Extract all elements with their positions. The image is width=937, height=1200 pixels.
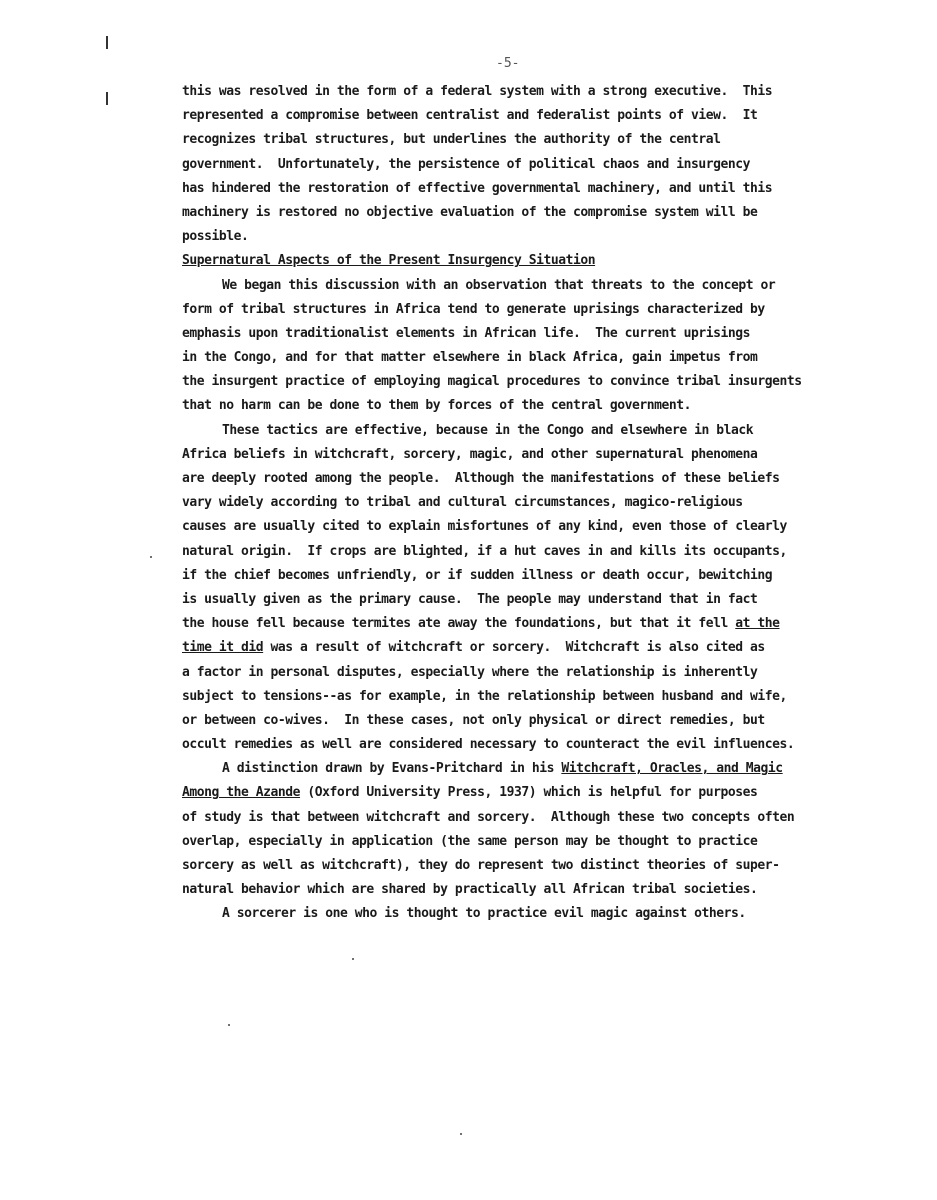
text-line: natural behavior which are shared by practically all African tribal societies. bbox=[182, 882, 758, 898]
text-line: in the Congo, and for that matter elsewhere in black Africa, gain impetus from bbox=[182, 350, 758, 366]
text-line: Africa beliefs in witchcraft, sorcery, magic, and other supernatural phenomena bbox=[182, 446, 758, 462]
text-line: We began this discussion with an observation that threats to the concept or bbox=[222, 277, 776, 293]
text-line: A sorcerer is one who is thought to practice evil magic against others. bbox=[222, 906, 746, 922]
scan-speck bbox=[460, 1133, 462, 1135]
scan-speck bbox=[150, 556, 152, 558]
text-line: if the chief becomes unfriendly, or if sudden illness or death occur, bewitching bbox=[182, 567, 773, 583]
text-line: that no harm can be done to them by forces of the central government. bbox=[182, 398, 691, 414]
text-line: possible. bbox=[182, 229, 249, 245]
text-span: A distinction drawn by Evans-Pritchard in his bbox=[222, 761, 562, 777]
scan-speck bbox=[228, 1024, 230, 1026]
text-line: sorcery as well as witchcraft), they do represent two distinct theories of super- bbox=[182, 858, 780, 873]
text-line: These tactics are effective, because in the Congo and elsewhere in black bbox=[222, 422, 754, 438]
margin-mark-top bbox=[106, 36, 108, 49]
section-heading: Supernatural Aspects of the Present Insurgency Situation bbox=[182, 253, 596, 269]
book-title: Witchcraft, Oracles, and Magic bbox=[561, 761, 783, 777]
text-line bbox=[182, 636, 872, 660]
text-line: of study is that between witchcraft and sorcery. Although these two concepts often bbox=[182, 809, 795, 825]
book-title: Among the Azande bbox=[182, 785, 301, 801]
text-line: form of tribal structures in Africa tend to generate uprisings characterized by bbox=[182, 301, 765, 317]
text-line: vary widely according to tribal and cultural circumstances, magico-religious bbox=[182, 495, 743, 511]
text-line: a factor in personal disputes, especially where the relationship is inherently bbox=[182, 664, 758, 680]
text-line: subject to tensions--as for example, in the relationship between husband and wife, bbox=[182, 688, 787, 704]
text-line: machinery is restored no objective evaluation of the compromise system will be bbox=[182, 204, 758, 220]
scan-speck bbox=[352, 958, 354, 960]
text-line bbox=[182, 781, 872, 805]
text-line: natural origin. If crops are blighted, if a hut caves in and kills its occupants, bbox=[182, 543, 787, 559]
text-line: emphasis upon traditionalist elements in African life. The current uprisings bbox=[182, 325, 751, 341]
document-body bbox=[182, 80, 872, 927]
text-line bbox=[182, 757, 872, 781]
text-line: causes are usually cited to explain misfortunes of any kind, even those of clearly bbox=[182, 519, 787, 535]
text-span: the house fell because termites ate away the foundations, but that it fell bbox=[182, 616, 736, 632]
text-line: occult remedies as well are considered necessary to counteract the evil influences. bbox=[182, 737, 795, 753]
page-number: -5- bbox=[496, 56, 520, 71]
text-line: government. Unfortunately, the persistence of political chaos and insurgency bbox=[182, 156, 751, 172]
text-span: was a result of witchcraft or sorcery. Witchcraft is also cited as bbox=[263, 640, 765, 656]
margin-mark-bottom bbox=[106, 92, 108, 105]
text-span: (Oxford University Press, 1937) which is helpful for purposes bbox=[300, 785, 758, 801]
text-line: are deeply rooted among the people. Although the manifestations of these beliefs bbox=[182, 471, 780, 486]
text-line: has hindered the restoration of effective governmental machinery, and until this bbox=[182, 180, 773, 196]
text-line: represented a compromise between centralist and federalist points of view. It bbox=[182, 108, 758, 124]
text-line: recognizes tribal structures, but underlines the authority of the central bbox=[182, 132, 721, 148]
text-line: this was resolved in the form of a federal system with a strong executive. This bbox=[182, 84, 773, 99]
text-line: is usually given as the primary cause. The people may understand that in fact bbox=[182, 591, 758, 607]
text-line: the insurgent practice of employing magical procedures to convince tribal insurgents bbox=[182, 374, 802, 390]
text-line: overlap, especially in application (the same person may be thought to practice bbox=[182, 833, 758, 849]
text-line: or between co-wives. In these cases, not only physical or direct remedies, but bbox=[182, 712, 765, 728]
emphasized-text: at the bbox=[735, 616, 780, 632]
emphasized-text: time it did bbox=[182, 640, 264, 656]
text-line bbox=[182, 612, 872, 636]
